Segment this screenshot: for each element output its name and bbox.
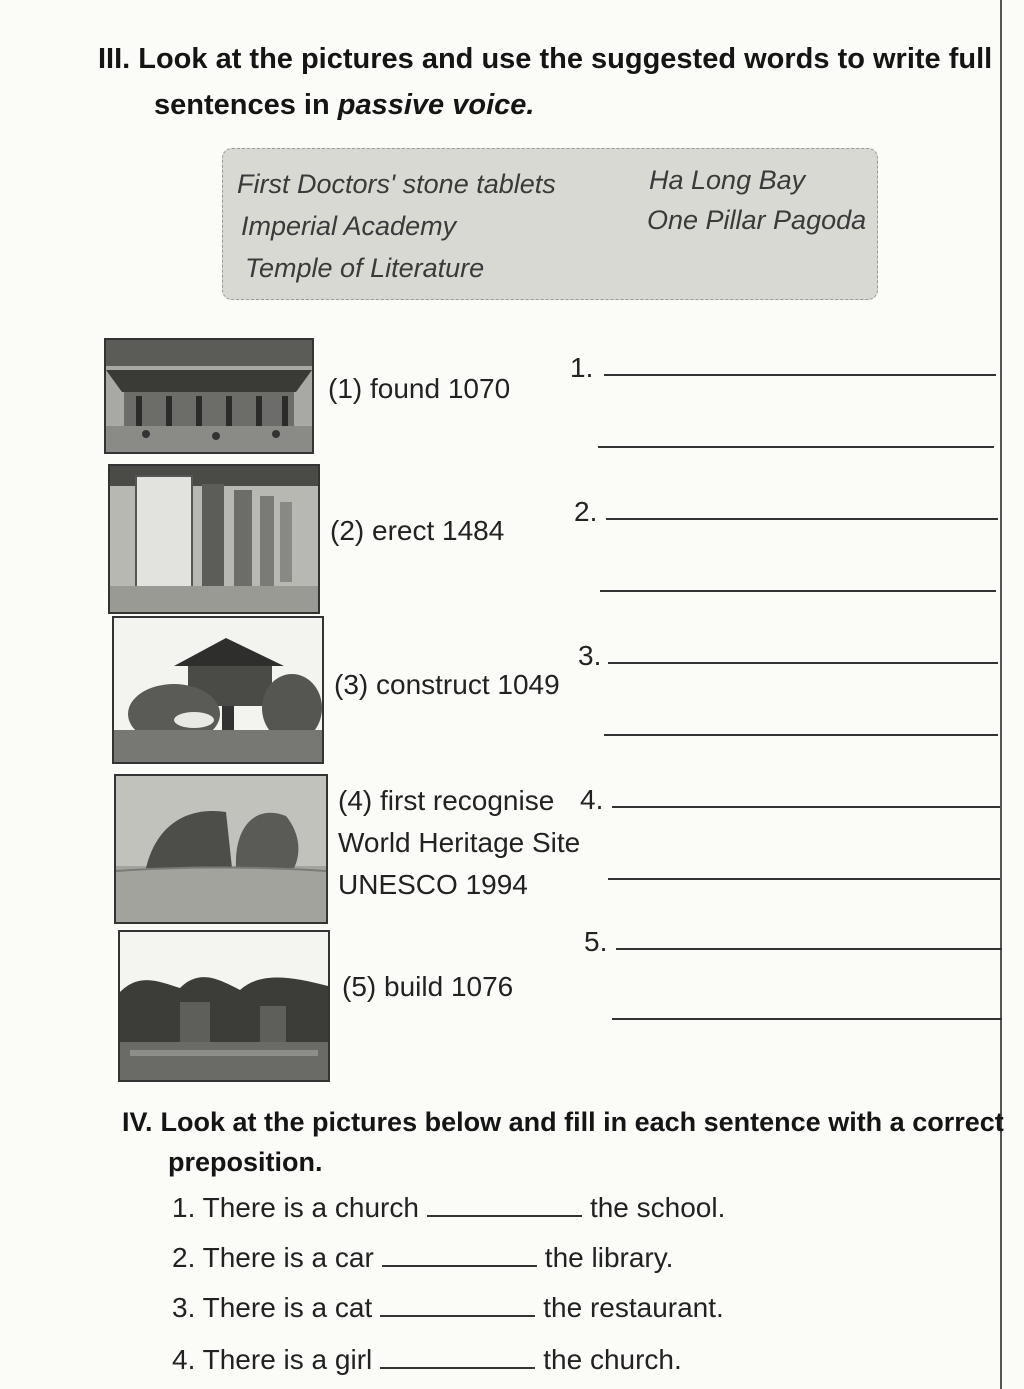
blank-4[interactable] (380, 1366, 535, 1369)
sentence-1: 1. There is a church the school. (172, 1192, 726, 1223)
ha-long-bay-photo (114, 774, 328, 924)
section-4-heading (122, 1102, 1004, 1182)
answer-line-5a[interactable] (616, 948, 1002, 950)
prompt-4-line-1: (4) first recognise (338, 785, 555, 816)
sentence-2: 2. There is a car the library. (172, 1242, 674, 1273)
answer-line-2b[interactable] (600, 590, 996, 592)
answer-line-3b[interactable] (604, 734, 998, 736)
answer-line-2a[interactable] (606, 518, 998, 520)
prompt-3: (3) construct 1049 (334, 669, 560, 700)
answer-number-4: 4. (580, 784, 604, 815)
word-ha-long-bay: Ha Long Bay (649, 165, 806, 195)
passive-voice-emphasis: passive voice. (337, 89, 535, 121)
word-one-pillar-pagoda: One Pillar Pagoda (647, 205, 867, 235)
prompt-4-line-3: UNESCO 1994 (338, 869, 528, 900)
answer-line-5b[interactable] (612, 1018, 1002, 1020)
answer-line-4b[interactable] (608, 878, 1000, 880)
word-temple-of-literature: Temple of Literature (245, 253, 485, 283)
section-4-number: IV. (122, 1107, 153, 1137)
section-3-number: III. (98, 43, 131, 75)
answer-number-1: 1. (570, 352, 594, 383)
suggested-words-box (222, 148, 878, 300)
prompt-4-line-2: World Heritage Site (338, 827, 581, 858)
prompt-5: (5) build 1076 (342, 971, 514, 1002)
blank-2[interactable] (382, 1264, 537, 1267)
section-4-title-line2: preposition. (168, 1147, 323, 1177)
answer-line-3a[interactable] (608, 662, 998, 664)
answer-line-1a[interactable] (604, 374, 996, 376)
answer-number-5: 5. (584, 926, 608, 957)
answer-line-4a[interactable] (612, 806, 1000, 808)
section-3-title-line1: Look at the pictures and use the suggested words to write full (138, 43, 993, 75)
sentence-3: 3. There is a cat the restaurant. (172, 1292, 724, 1323)
word-first-doctors-stone-tablets: First Doctors' stone tablets (237, 169, 556, 199)
prompt-2: (2) erect 1484 (330, 515, 505, 546)
prompt-1: (1) found 1070 (328, 373, 511, 404)
answer-line-1b[interactable] (598, 446, 994, 448)
prompt-4 (338, 780, 580, 906)
imperial-academy-photo (104, 338, 314, 454)
one-pillar-pagoda-photo (112, 616, 324, 764)
temple-of-literature-photo (118, 930, 330, 1082)
blank-3[interactable] (380, 1314, 535, 1317)
blank-1[interactable] (427, 1214, 582, 1217)
answer-number-2: 2. (574, 496, 598, 527)
section-3-title-line2: sentences in passive voice. (154, 89, 535, 121)
word-imperial-academy: Imperial Academy (241, 211, 457, 241)
section-3-heading (98, 36, 992, 128)
sentence-4: 4. There is a girl the church. (172, 1344, 682, 1375)
section-4-title-line1: Look at the pictures below and fill in each sentence with a correct (160, 1107, 1004, 1137)
stone-tablets-photo (108, 464, 320, 614)
answer-number-3: 3. (578, 640, 602, 671)
